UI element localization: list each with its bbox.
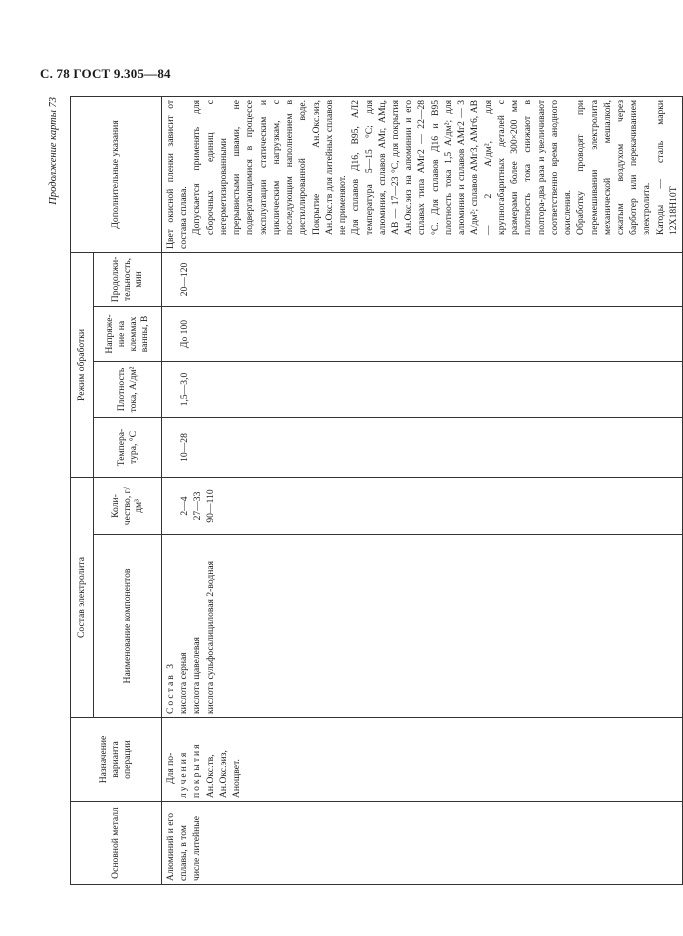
col-electrolyte-group: Состав электролита xyxy=(71,477,94,717)
col-mode-group: Режим обработки xyxy=(71,252,94,477)
note-paragraph: Цвет окисной пленки зависит от состава сплава. xyxy=(165,99,190,249)
cell-base-metal: Алюминий и его сплавы, в том числе литейные xyxy=(162,802,683,885)
note-paragraph: Для сплавов Д16, В95, АЛ2 температура 5—15 °С; для алюминия, сплавов АМг, АМц, АВ — 17—23 °С, для покрытия Ан.Окс.эиз на алюминии и его сплавах типа АМг2 — 22—28 °С. Для сплавов Д16 и В95 плотность тока 1,5 А/дм²; для алюминия и сплавов АМг2 — 3 А/дм²; сплавов АМг3, АМг6, АВ — 2 А/дм², для крупногабаритных деталей с размерами более 300×200 мм плотность тока снижают в полтора-два раза и увеличивают соответственно время анодного окисления. xyxy=(350,99,574,235)
col-duration: Продолжи-тельность, мин xyxy=(94,252,162,306)
col-quantity: Коли-чество, г/дм³ xyxy=(94,477,162,534)
cell-voltage: До 100 xyxy=(162,306,683,361)
col-density: Плотность тока, А/дм² xyxy=(94,361,162,417)
note-paragraph: Катоды — сталь марки 12Х18Н10Т xyxy=(654,99,679,235)
col-notes: Дополнительные указания xyxy=(71,96,162,252)
cell-temperature: 10—28 xyxy=(162,417,683,477)
cell-components xyxy=(162,535,683,718)
col-temperature: Темпера-тура, °С xyxy=(94,417,162,477)
component-item: кислота сульфосалициловая 2-водная xyxy=(204,560,216,714)
note-paragraph: Обработку проводят при перемешивании электролита механической мешалкой, сжатым воздухом через барботер или перекачиванием электролита. xyxy=(575,99,653,235)
col-components: Наименование компонентов xyxy=(94,535,162,718)
col-variant: Назначение варианта операции xyxy=(71,718,162,802)
col-base-metal: Основной металл xyxy=(71,802,162,885)
col-voltage: Напряже-ние на клеммах ванны, В xyxy=(94,306,162,361)
table-row xyxy=(162,96,683,884)
cell-density: 1,5—3,0 xyxy=(162,361,683,417)
cell-duration: 20—120 xyxy=(162,252,683,306)
continuation-label: Продолжение карты 73 xyxy=(48,97,59,205)
component-item: кислота серная xyxy=(178,652,190,714)
component-item: кислота щавелевая xyxy=(191,637,203,714)
page-header: С. 78 ГОСТ 9.305—84 xyxy=(40,66,171,81)
cell-notes xyxy=(162,96,683,252)
rotated-table-block xyxy=(48,97,679,885)
note-paragraph: Допускается применять для сборочных единиц с негерметизированными прерывистыми швами, не подвергающимися в процессе эксплуатации статическим и циклическим нагрузкам, с последующим наполнением в дистиллированной воде. Покрытие Ан.Окс.эиз, Ан.Окс.тв для литейных сплавов не применяют. xyxy=(191,99,349,235)
electrolyte-table xyxy=(70,96,683,885)
composition-title: Состав 3 xyxy=(165,662,176,714)
cell-variant: Для по- лучения покрытия Ан.Окс.тв, Ан.Окс.эиз, Анощвет. xyxy=(162,718,683,802)
cell-quantity: 2—4 27—33 90—110 xyxy=(162,477,683,534)
